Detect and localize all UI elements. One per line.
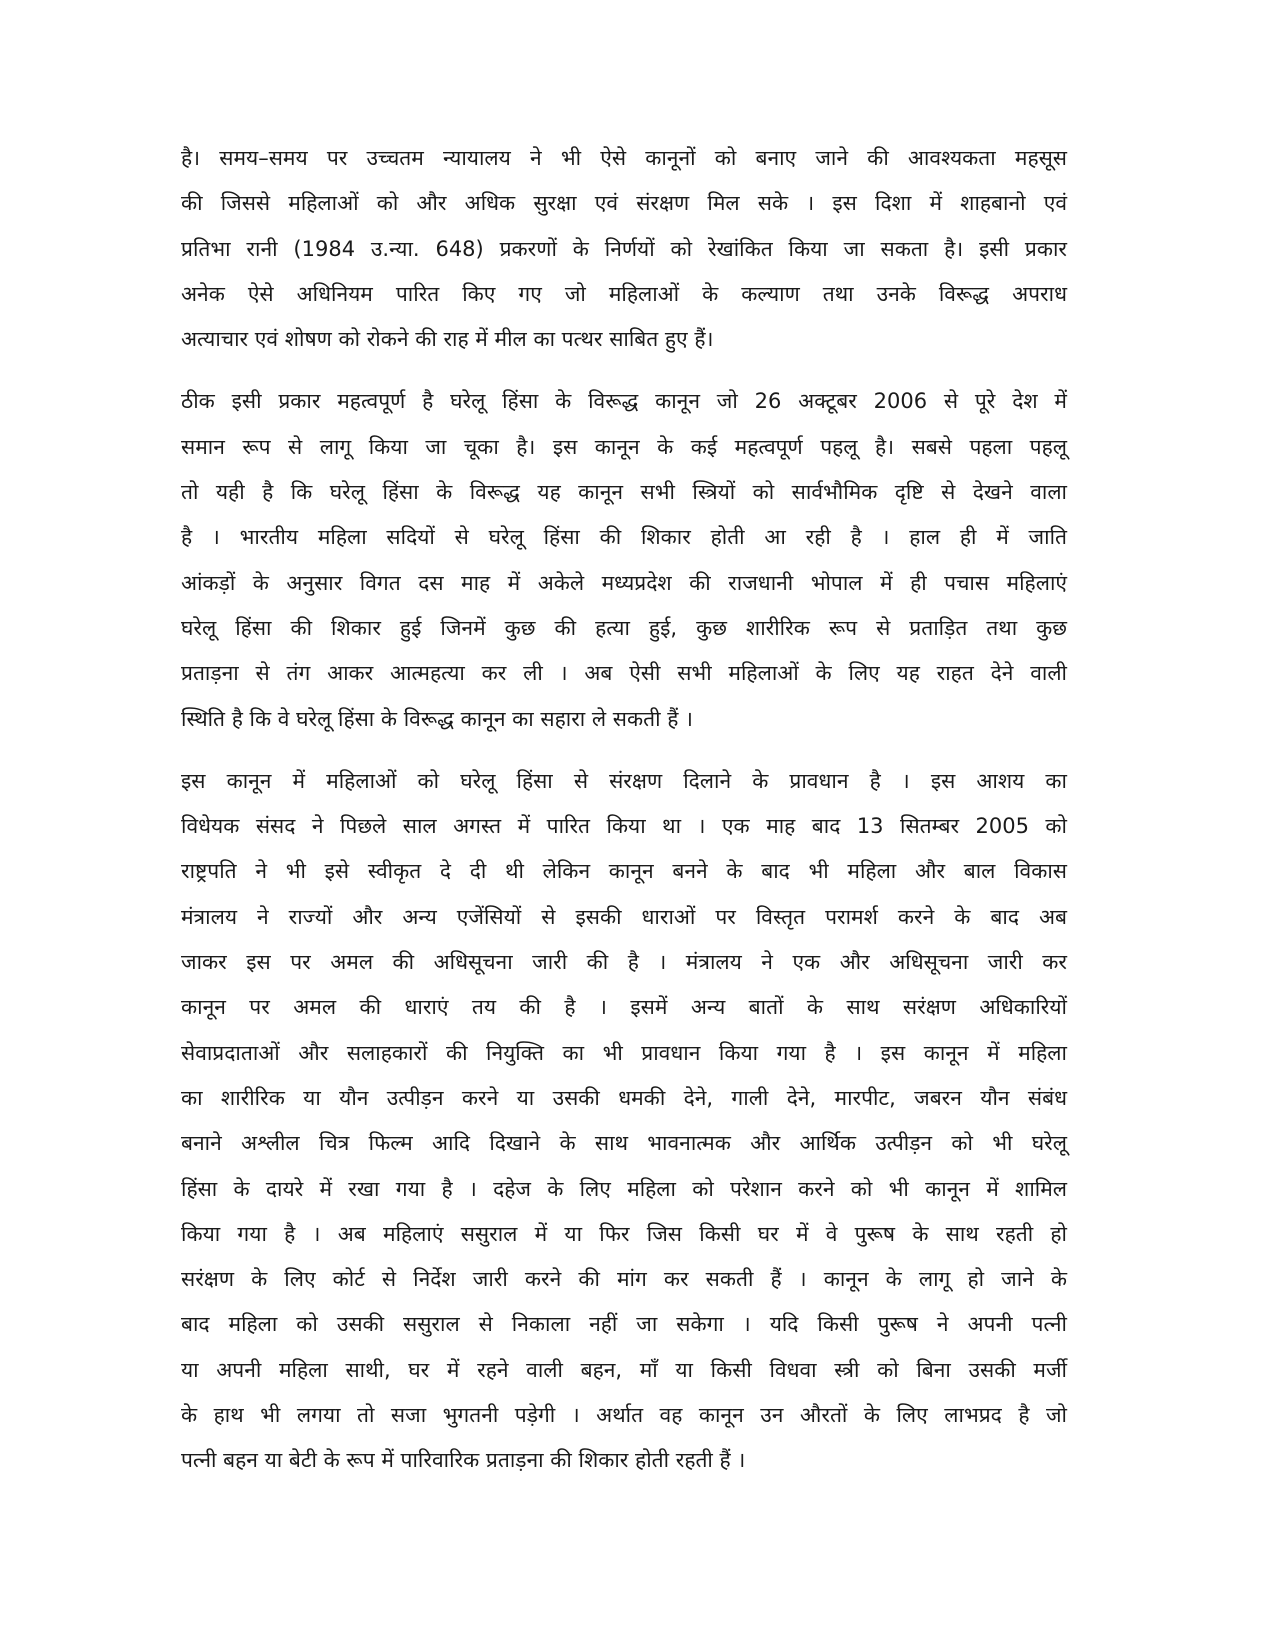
text-line: अनेक ऐसे अधिनियम पारित किए गए जो महिलाओं के कल्याण तथा उनके विरूद्ध अपराध (181, 281, 1067, 306)
text-line: आंकड़ों के अनुसार विगत दस माह में अकेले मध्यप्रदेश की राजधानी भोपाल में ही पचास महिलाएं (181, 570, 1067, 595)
text-line: कानून पर अमल की धाराएं तय की है । इसमें अन्य बातों के साथ सरंक्षण अधिकारियों (181, 995, 1067, 1020)
text-line: विधेयक संसद ने पिछले साल अगस्त में पारित किया था । एक माह बाद 13 सितम्बर 2005 को (181, 814, 1067, 839)
text-line: मंत्रालय ने राज्यों और अन्य एजेंसियों से इसकी धाराओं पर विस्तृत परामर्श करने के बाद अब (181, 904, 1067, 929)
text-line: सरंक्षण के लिए कोर्ट से निर्देश जारी करने की मांग कर सकती हैं । कानून के लागू हो जाने के (181, 1267, 1067, 1292)
text-line: की जिससे महिलाओं को और अधिक सुरक्षा एवं संरक्षण मिल सके । इस दिशा में शाहबानो एवं (181, 191, 1067, 216)
text-line: बनाने अश्लील चित्र फिल्म आदि दिखाने के साथ भावनात्मक और आर्थिक उत्पीड़न को भी घरेलू (181, 1131, 1067, 1156)
paragraph-3 (181, 759, 1067, 1484)
text-line: सेवाप्रदाताओं और सलाहकारों की नियुक्ति का भी प्रावधान किया गया है । इस कानून में महिला (181, 1040, 1067, 1065)
body-text (181, 136, 1067, 1501)
text-line: के हाथ भी लगया तो सजा भुगतनी पड़ेगी । अर्थात वह कानून उन औरतों के लिए लाभप्रद है जो (181, 1403, 1067, 1428)
text-line: है। समय–समय पर उच्चतम न्यायालय ने भी ऐसे कानूनों को बनाए जाने की आवश्यकता महसूस (181, 146, 1067, 170)
text-line: ठीक इसी प्रकार महत्वपूर्ण है घरेलू हिंसा के विरूद्ध कानून जो 26 अक्टूबर 2006 से पूरे देश में (181, 389, 1067, 414)
text-line: राष्ट्रपति ने भी इसे स्वीकृत दे दी थी लेकिन कानून बनने के बाद भी महिला और बाल विकास (181, 859, 1067, 884)
text-line: तो यही है कि घरेलू हिंसा के विरूद्ध यह कानून सभी स्त्रियों को सार्वभौमिक दृष्टि से देखने वाला (181, 480, 1067, 505)
text-line: पत्नी बहन या बेटी के रूप में पारिवारिक प्रताड़ना की शिकार होती रहती हैं । (181, 1448, 746, 1473)
text-line: स्थिति है कि वे घरेलू हिंसा के विरूद्ध कानून का सहारा ले सकती हैं । (181, 706, 694, 731)
text-line: घरेलू हिंसा की शिकार हुई जिनमें कुछ की हत्या हुई, कुछ शारीरिक रूप से प्रताड़ित तथा कुछ (181, 615, 1067, 640)
text-line: जाकर इस पर अमल की अधिसूचना जारी की है । मंत्रालय ने एक और अधिसूचना जारी कर (181, 950, 1067, 975)
text-line: प्रतिभा रानी (1984 उ.न्या. 648) प्रकरणों के निर्णयों को रेखांकित किया जा सकता है। इसी प्रकार (181, 236, 1067, 261)
text-line: अत्याचार एवं शोषण को रोकने की राह में मील का पत्थर साबित हुए हैं। (181, 327, 714, 352)
text-line: है । भारतीय महिला सदियों से घरेलू हिंसा की शिकार होती आ रही है । हाल ही में जाति (181, 525, 1067, 550)
text-line: प्रताड़ना से तंग आकर आत्महत्या कर ली । अब ऐसी सभी महिलाओं के लिए यह राहत देने वाली (181, 661, 1067, 686)
text-line: या अपनी महिला साथी, घर में रहने वाली बहन, माँ या किसी विधवा स्त्री को बिना उसकी मर्जी (181, 1357, 1067, 1382)
text-line: हिंसा के दायरे में रखा गया है । दहेज के लिए महिला को परेशान करने को भी कानून में शामिल (181, 1176, 1067, 1201)
paragraph-2 (181, 379, 1067, 741)
text-line: इस कानून में महिलाओं को घरेलू हिंसा से संरक्षण दिलाने के प्रावधान है । इस आशय का (181, 768, 1067, 793)
text-line: किया गया है । अब महिलाएं ससुराल में या फिर जिस किसी घर में वे पुरूष के साथ रहती हो (181, 1221, 1067, 1246)
text-line: का शारीरिक या यौन उत्पीड़न करने या उसकी धमकी देने, गाली देने, मारपीट, जबरन यौन संबंध (181, 1085, 1067, 1110)
text-line: समान रूप से लागू किया जा चूका है। इस कानून के कई महत्वपूर्ण पहलू है। सबसे पहला पहलू (181, 434, 1067, 459)
paragraph-1 (181, 136, 1067, 362)
text-line: बाद महिला को उसकी ससुराल से निकाला नहीं जा सकेगा । यदि किसी पुरूष ने अपनी पत्नी (181, 1312, 1067, 1337)
